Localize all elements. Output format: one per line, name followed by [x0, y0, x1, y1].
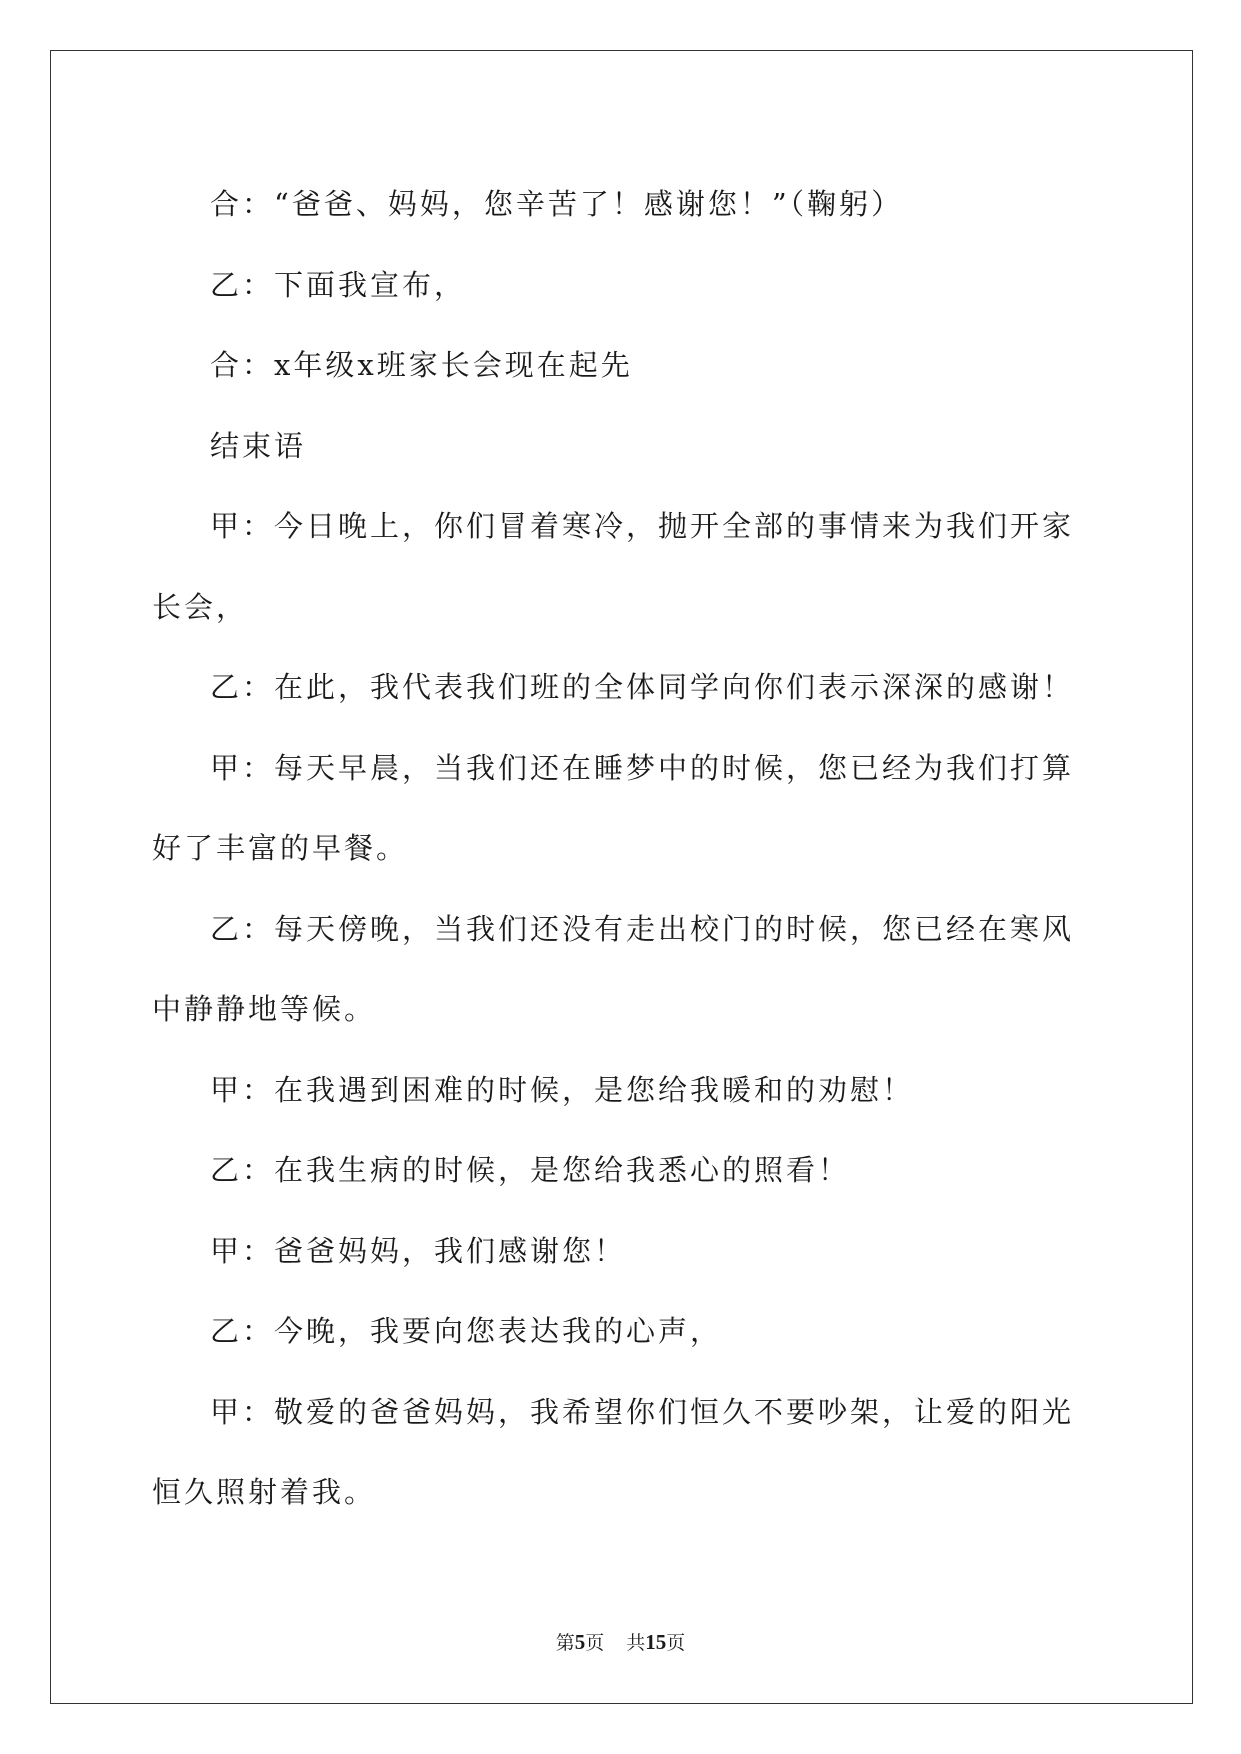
paragraph: 合：x年级x班家长会现在起先: [210, 348, 633, 382]
paragraph: 甲：在我遇到困难的时候，是您给我暖和的劝慰！: [210, 1072, 915, 1107]
paragraph: 甲：今日晚上，你们冒着寒冷，抛开全部的事情来为我们开家长会，: [152, 509, 1075, 624]
paragraph: 甲：爸爸妈妈，我们感谢您！: [210, 1233, 627, 1268]
paragraph: 合：“爸爸、妈妈，您辛苦了！感谢您！”（鞠躬）: [210, 187, 904, 221]
page-number: 5: [574, 1630, 586, 1654]
total-prefix: 共: [626, 1632, 646, 1654]
document-body: [152, 164, 1090, 1533]
page-footer: [0, 1628, 1241, 1655]
page-prefix: 第: [555, 1632, 575, 1654]
section-heading: 结束语: [210, 428, 307, 463]
paragraph: 乙：在此，我代表我们班的全体同学向你们表示深深的感谢！: [210, 670, 1075, 704]
paragraph: 乙：今晚，我要向您表达我的心声，: [210, 1314, 723, 1348]
paragraph: 乙：在我生病的时候，是您给我悉心的照看！: [210, 1153, 851, 1187]
paragraph: 乙：下面我宣布，: [210, 267, 467, 302]
total-suffix: 页: [666, 1632, 686, 1654]
paragraph: 甲：每天早晨，当我们还在睡梦中的时候，您已经为我们打算好了丰富的早餐。: [152, 750, 1075, 865]
total-pages: 15: [645, 1630, 667, 1654]
paragraph: 乙：每天傍晚，当我们还没有走出校门的时候，您已经在寒风中静静地等候。: [152, 911, 1075, 1026]
page-suffix: 页: [585, 1632, 605, 1654]
paragraph: 甲：敬爱的爸爸妈妈，我希望你们恒久不要吵架，让爱的阳光恒久照射着我。: [152, 1394, 1075, 1509]
